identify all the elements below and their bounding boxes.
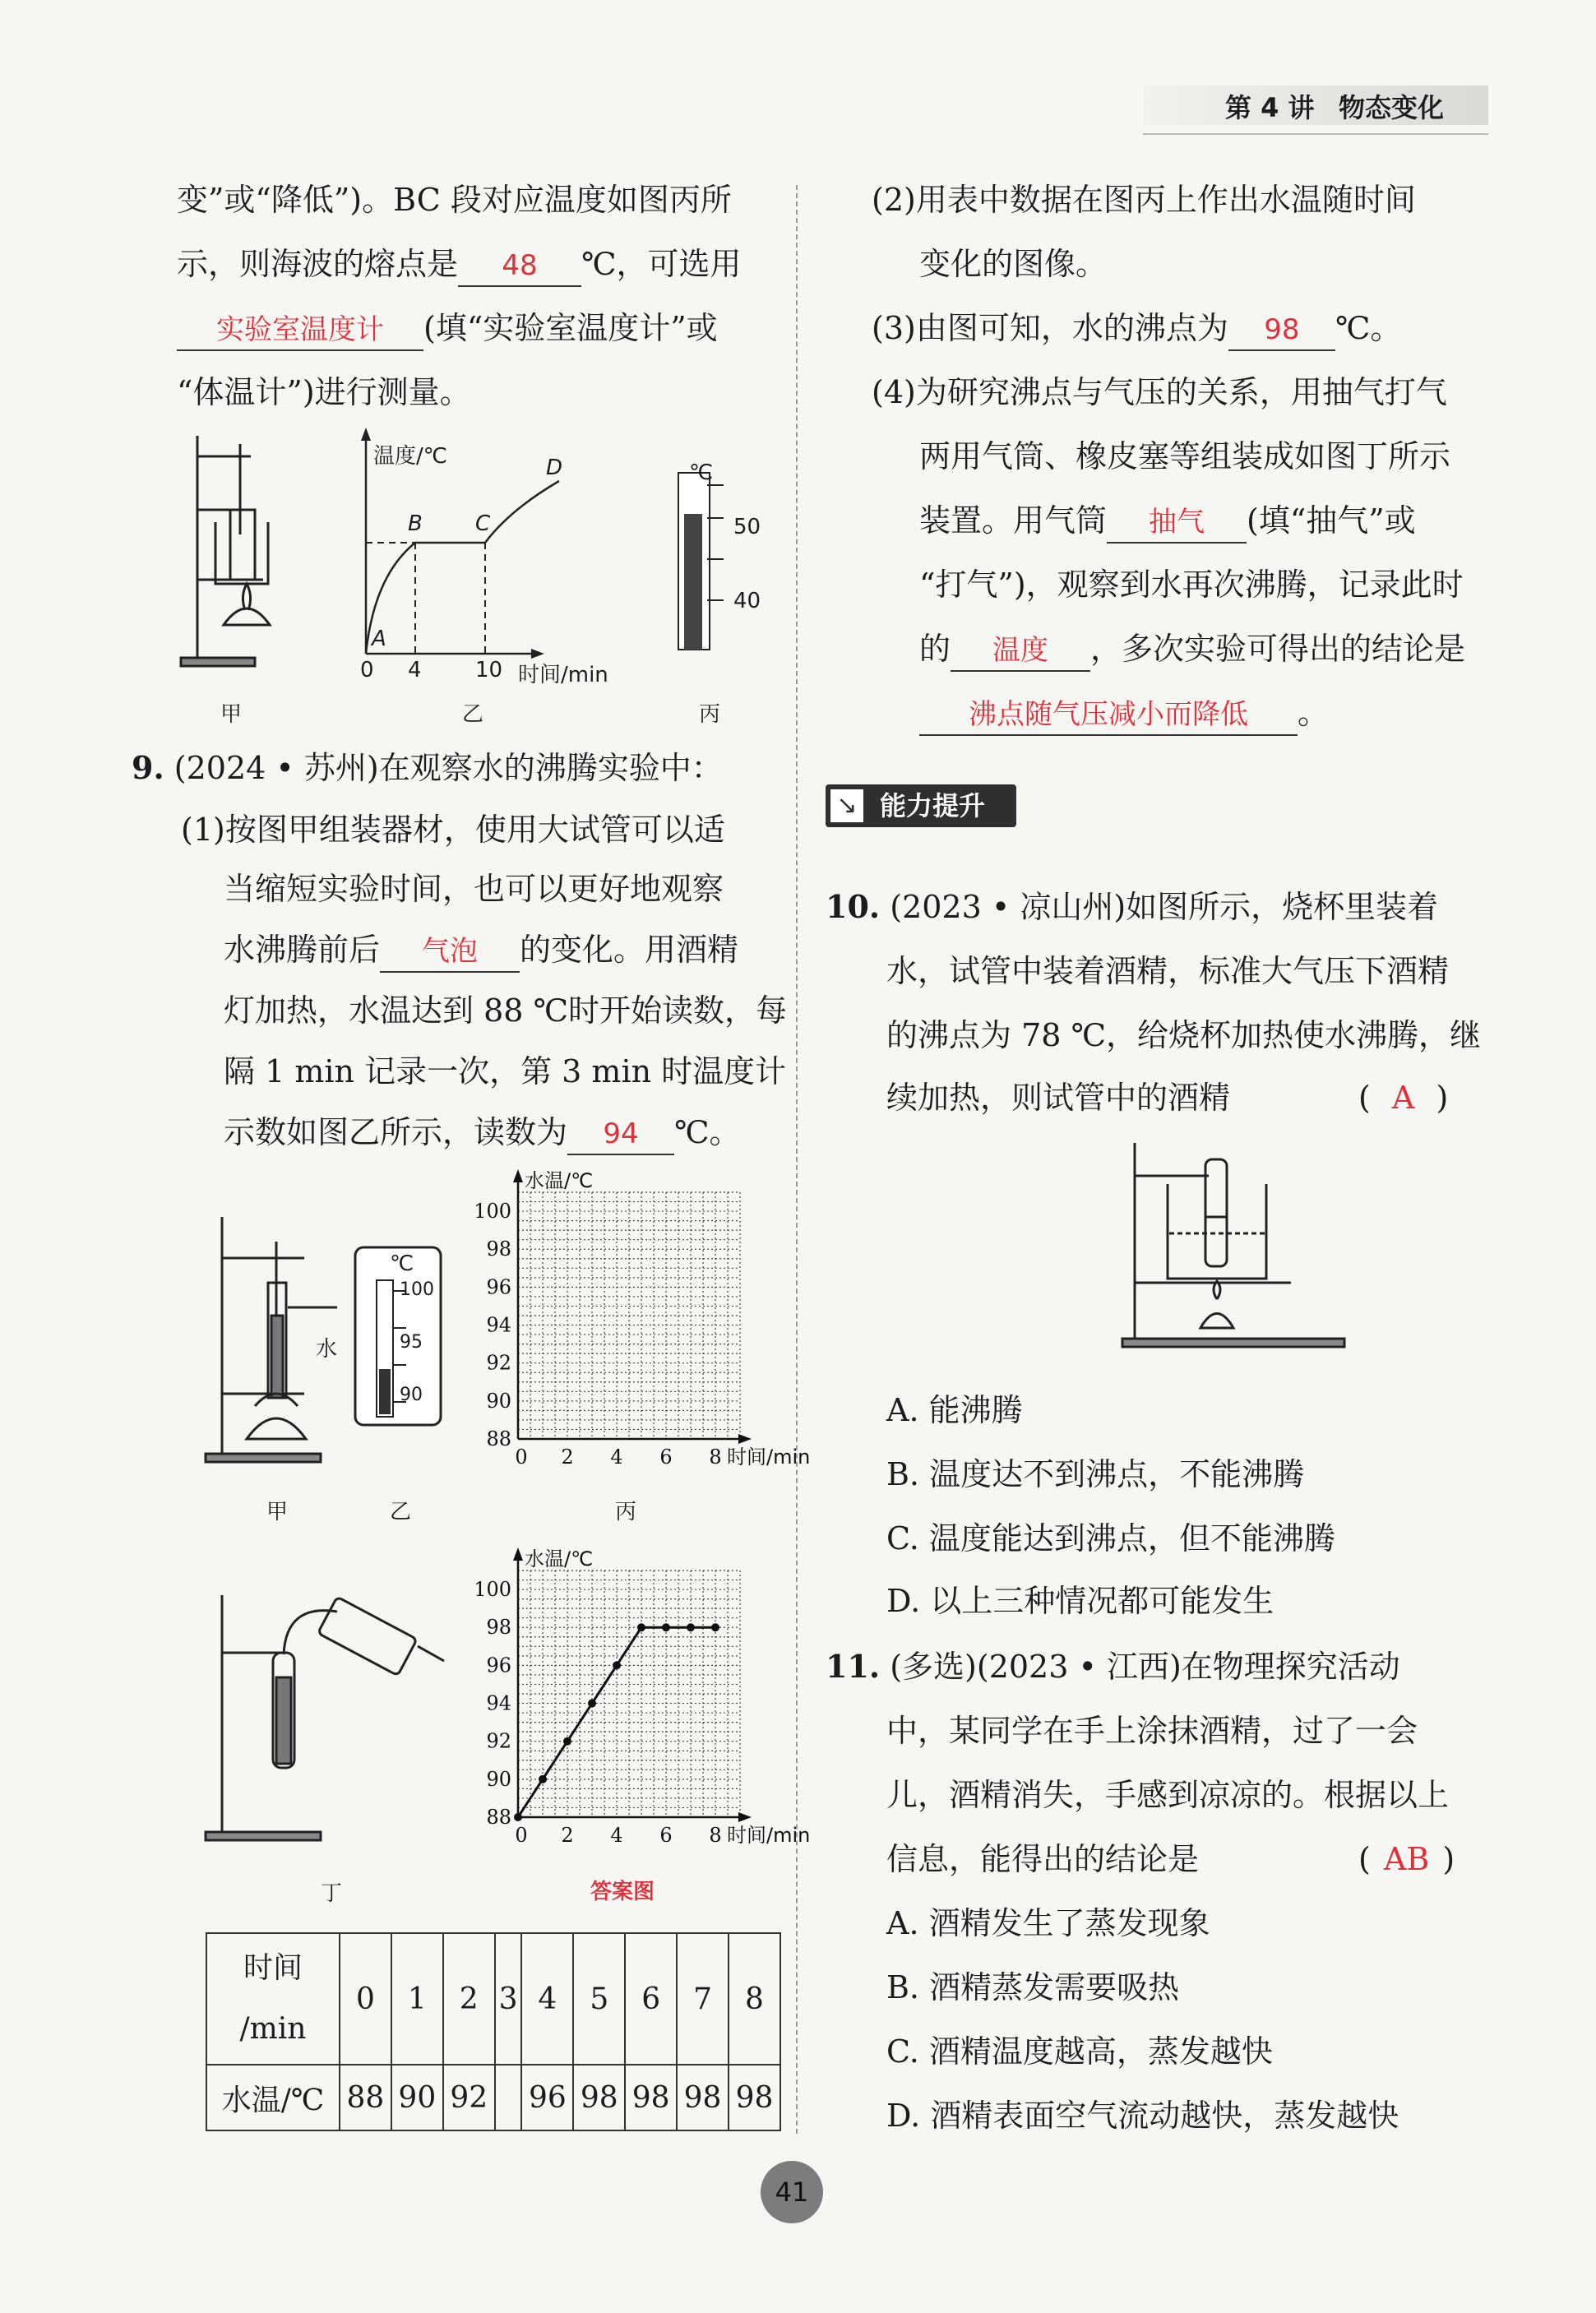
section-banner <box>826 784 1016 827</box>
table-cell: 98 <box>677 2065 729 2130</box>
y-tick-label: 96 <box>486 1275 511 1299</box>
table-cell: 98 <box>573 2065 625 2130</box>
fig8-apparatus <box>181 436 270 666</box>
x-tick-label: 6 <box>659 1824 673 1847</box>
y-tick-label: 92 <box>486 1729 511 1753</box>
y-tick-label: 98 <box>486 1237 511 1261</box>
fig8-therm-40: 40 <box>733 589 761 613</box>
q9-answer-pump: 抽气 <box>1107 502 1247 544</box>
bracket-open: ( <box>1358 1080 1371 1116</box>
fig8-thermometer <box>678 473 724 650</box>
fig8-label-yi: 乙 <box>462 702 484 727</box>
q11-number: 11. <box>826 1648 881 1685</box>
q10-l1 <box>826 875 1438 939</box>
q10-number: 10. <box>826 888 881 925</box>
section-title: 能力提升 <box>880 790 986 821</box>
table-cell: 98 <box>625 2065 677 2130</box>
q9-answer-bubbles: 气泡 <box>380 932 520 973</box>
page-number: 41 <box>775 2177 809 2208</box>
q9-text: 的变化。用酒精 <box>520 932 739 968</box>
q8-line4: “体温计”)进行测量。 <box>177 374 471 410</box>
fig9-water-label: 水 <box>316 1337 338 1362</box>
fig9-label-yi: 乙 <box>390 1500 412 1524</box>
table-cell: 7 <box>677 1933 729 2065</box>
x-tick-label: 0 <box>515 1446 528 1469</box>
q9-p4-l1: (4)为研究沸点与气压的关系，用抽气打气 <box>872 374 1447 410</box>
x-tick-label: 6 <box>659 1446 673 1469</box>
fig9-label-jia: 甲 <box>266 1500 289 1524</box>
x-tick-label: 4 <box>610 1446 623 1469</box>
q9-text: 的 <box>919 631 951 667</box>
q8-answer-thermometer: 实验室温度计 <box>177 310 423 351</box>
fig8-tick-0: 0 <box>360 658 374 682</box>
page-number-badge <box>761 2161 823 2223</box>
data-point <box>514 1813 522 1821</box>
header-topic: 物态变化 <box>1339 92 1445 123</box>
table-head-time-l1: 时间 <box>243 1951 303 1985</box>
fig8-label-jia: 甲 <box>220 702 243 727</box>
q9-text: 示数如图乙所示，读数为 <box>224 1114 568 1150</box>
q9-number: 9. <box>132 749 164 786</box>
chart-bing-grid <box>469 1168 811 1480</box>
data-table <box>206 1932 781 2131</box>
q9-intro-text: (2024 • 苏州)在观察水的沸腾实验中： <box>173 750 723 786</box>
data-point <box>662 1623 670 1631</box>
q9-text: ℃。 <box>1335 310 1402 346</box>
q11-l2: 中，某同学在手上涂抹酒精，过了一会 <box>886 1713 1418 1749</box>
q9-text: ℃。 <box>674 1114 741 1150</box>
fig9-therm-90: 90 <box>400 1385 423 1405</box>
fig9-therm-95: 95 <box>400 1332 423 1353</box>
fig8-label-bing: 丙 <box>699 702 721 727</box>
x-tick-label: 2 <box>561 1824 574 1847</box>
table-cell: 88 <box>340 2065 391 2130</box>
q10-l2: 水，试管中装着酒精，标准大气压下酒精 <box>886 953 1450 989</box>
y-axis-arrow <box>513 1169 523 1182</box>
table-head-time-l2: /min <box>239 2012 307 2046</box>
data-point <box>563 1737 571 1746</box>
table-row-temp <box>206 2065 780 2130</box>
q8-line1: 变”或“降低”)。BC 段对应温度如图丙所 <box>177 182 732 218</box>
y-tick-label: 88 <box>486 1806 511 1829</box>
header-lesson: 第 4 讲 <box>1225 92 1315 123</box>
fig9-label-bing: 丙 <box>615 1500 637 1524</box>
x-tick-label: 8 <box>709 1446 722 1469</box>
q9-p4-l6 <box>919 681 1329 745</box>
table-cell: 3 <box>495 1933 522 2065</box>
fig9-therm-unit: ℃ <box>390 1251 414 1276</box>
fig9-label-ding: 丁 <box>321 1881 343 1906</box>
q10-option-b: B. 温度达不到沸点，不能沸腾 <box>886 1456 1305 1492</box>
bracket-close: ) <box>1442 1841 1455 1877</box>
q9-text: 装置。用气筒 <box>919 502 1108 539</box>
data-point <box>711 1623 719 1631</box>
table-cell: 96 <box>521 2065 573 2130</box>
table-cell: 0 <box>340 1933 391 2065</box>
q8-text: ℃，可选用 <box>581 246 742 282</box>
q9-text: (3)由图可知，水的沸点为 <box>872 310 1228 346</box>
fig8 <box>164 419 773 732</box>
data-point <box>539 1775 547 1783</box>
y-tick-label: 96 <box>486 1654 511 1677</box>
q11-option-c: C. 酒精温度越高，蒸发越快 <box>886 2033 1273 2070</box>
y-axis-arrow <box>513 1547 523 1561</box>
table-cell: 98 <box>729 2065 780 2130</box>
y-tick-label: 94 <box>486 1691 511 1715</box>
y-tick-label: 88 <box>486 1427 511 1450</box>
q9-p3 <box>872 296 1401 360</box>
q9-p1-l6 <box>224 1100 741 1164</box>
y-tick-label: 100 <box>474 1200 511 1224</box>
table-cell: 8 <box>729 1933 780 2065</box>
q11-l3: 儿，酒精消失，手感到凉凉的。根据以上 <box>886 1777 1450 1813</box>
q9-p1-l3 <box>224 918 738 982</box>
q11-option-d: D. 酒精表面空气流动越快，蒸发越快 <box>886 2098 1399 2134</box>
q9-p1-l2: 当缩短实验时间，也可以更好地观察 <box>224 871 724 907</box>
q8-line2 <box>177 232 742 296</box>
q11-answer-bracket <box>1358 1827 1455 1891</box>
q10-apparatus <box>1118 1135 1365 1357</box>
fig8-point-d: D <box>546 456 563 480</box>
fig9-ding-apparatus <box>197 1587 460 1850</box>
fig8-point-a: A <box>372 627 386 651</box>
x-tick-label: 8 <box>709 1824 722 1847</box>
q8-answer-melting-point: 48 <box>458 246 581 287</box>
x-axis-label: 时间/min <box>727 1824 811 1847</box>
q9-answer-reading: 94 <box>567 1114 674 1155</box>
table-cell: 4 <box>521 1933 573 2065</box>
q11-text: (多选)(2023 • 江西)在物理探究活动 <box>890 1649 1400 1685</box>
data-point <box>687 1623 695 1631</box>
fig8-xlabel: 时间/min <box>518 663 608 687</box>
data-point <box>613 1661 621 1669</box>
x-axis-arrow <box>738 1812 752 1822</box>
q10-option-a: A. 能沸腾 <box>886 1392 1023 1428</box>
x-tick-label: 2 <box>561 1446 574 1469</box>
data-point <box>637 1623 645 1631</box>
fig8-tick-4: 4 <box>408 658 422 682</box>
fig8-therm-50: 50 <box>733 515 761 539</box>
q9-text: 水沸腾前后 <box>224 932 381 968</box>
q9-answer-conclusion: 沸点随气压减小而降低 <box>919 695 1298 736</box>
table-row-time <box>206 1933 780 2065</box>
q9-p4-l2: 两用气筒、橡皮塞等组装成如图丁所示 <box>919 438 1451 474</box>
y-axis-label: 水温/℃ <box>525 1547 594 1571</box>
table-head-temp: 水温/℃ <box>206 2065 340 2130</box>
q9-p4-l3 <box>919 488 1416 553</box>
q11-l1 <box>826 1635 1400 1699</box>
q11-option-b: B. 酒精蒸发需要吸热 <box>886 1969 1180 2005</box>
chart-answer-graph <box>469 1546 811 1858</box>
table-cell: 92 <box>443 2065 495 2130</box>
fig8-ylabel: 温度/℃ <box>373 444 447 469</box>
q10-l4: 续加热，则试管中的酒精 <box>886 1080 1231 1116</box>
q10-answer: A <box>1391 1080 1415 1116</box>
q9-p4-l5 <box>919 617 1465 681</box>
table-head-time <box>206 1933 340 2065</box>
q9-text: (填“抽气”或 <box>1247 502 1416 539</box>
q10-l3: 的沸点为 78 ℃，给烧杯加热使水沸腾，继 <box>886 1017 1482 1053</box>
fig8-tick-10: 10 <box>475 658 503 682</box>
q11-l4: 信息，能得出的结论是 <box>886 1841 1200 1877</box>
q10-answer-bracket <box>1358 1066 1448 1130</box>
q9-p2-l2: 变化的图像。 <box>919 246 1108 282</box>
fig8-therm-unit: ℃ <box>689 460 714 485</box>
q9-text: ，多次实验可得出的结论是 <box>1090 631 1466 667</box>
q9-text: 。 <box>1298 695 1330 731</box>
page-header <box>1143 79 1488 132</box>
y-tick-label: 90 <box>486 1389 511 1413</box>
q9-answer-record: 温度 <box>951 631 1090 672</box>
table-cell: 90 <box>391 2065 443 2130</box>
q8-text: (填“实验室温度计”或 <box>423 310 718 346</box>
x-tick-label: 4 <box>610 1824 623 1847</box>
y-tick-label: 98 <box>486 1616 511 1640</box>
q9-p4-l4: “打气”)，观察到水再次沸腾，记录此时 <box>919 567 1464 603</box>
q9-p1-l5: 隔 1 min 记录一次，第 3 min 时温度计 <box>224 1053 787 1089</box>
q9-intro <box>132 736 723 800</box>
table-cell: 5 <box>573 1933 625 2065</box>
answer-figure-label: 答案图 <box>590 1880 655 1904</box>
x-axis-label: 时间/min <box>727 1446 811 1469</box>
fig8-point-b: B <box>408 511 423 536</box>
q10-option-c: C. 温度能达到沸点，但不能沸腾 <box>886 1520 1335 1557</box>
fig8-point-c: C <box>475 511 491 536</box>
q9-p1-l4: 灯加热，水温达到 88 ℃时开始读数，每 <box>224 992 788 1029</box>
y-tick-label: 90 <box>486 1767 511 1791</box>
q9-answer-boiling-point: 98 <box>1228 310 1335 351</box>
q9-p1-l1: (1)按图甲组装器材，使用大试管可以适 <box>181 812 725 848</box>
y-tick-label: 100 <box>474 1578 511 1602</box>
fig9-therm-100: 100 <box>400 1279 434 1300</box>
q10-text: (2023 • 凉山州)如图所示，烧杯里装着 <box>890 889 1439 925</box>
bracket-open: ( <box>1358 1841 1371 1877</box>
table-cell: 1 <box>391 1933 443 2065</box>
header-rule <box>1143 133 1488 135</box>
y-axis-label: 水温/℃ <box>525 1169 594 1192</box>
y-tick-label: 94 <box>486 1313 511 1337</box>
x-tick-label: 0 <box>515 1824 528 1847</box>
table-cell: 6 <box>625 1933 677 2065</box>
bracket-close: ) <box>1436 1080 1449 1116</box>
q10-option-d: D. 以上三种情况都可能发生 <box>886 1583 1274 1619</box>
table-cell <box>495 2065 522 2130</box>
q8-line3 <box>177 296 718 360</box>
y-tick-label: 92 <box>486 1351 511 1375</box>
q11-answer: AB <box>1383 1841 1430 1877</box>
arrow-down-right-icon: ↘ <box>830 789 863 822</box>
data-point <box>588 1700 596 1708</box>
q8-text: 示，则海波的熔点是 <box>177 246 459 282</box>
x-axis-arrow <box>738 1434 752 1444</box>
q11-option-a: A. 酒精发生了蒸发现象 <box>886 1905 1210 1941</box>
table-cell: 2 <box>443 1933 495 2065</box>
q9-p2-l1: (2)用表中数据在图丙上作出水温随时间 <box>872 182 1416 218</box>
